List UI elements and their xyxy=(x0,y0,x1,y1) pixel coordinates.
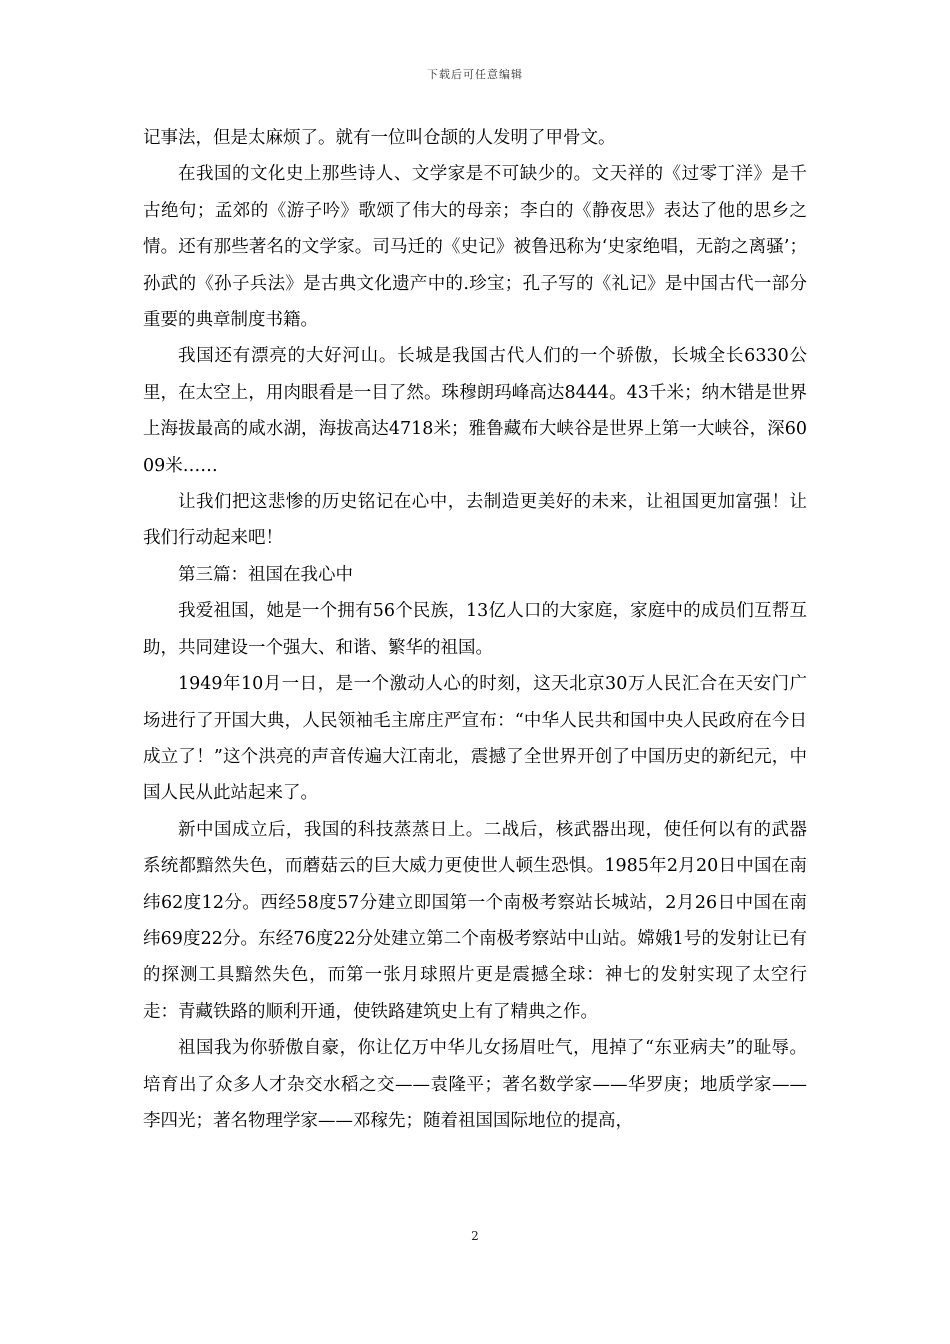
document-body xyxy=(143,120,807,1139)
paragraph-8: 新中国成立后，我国的科技蒸蒸日上。二战后，核武器出现，使任何以有的武器系统都黯然失色，而蘑菇云的巨大威力更使世人顿生恐惧。1985年2月20日中国在南纬62度12分。西经58度57分建立即国第一个南极考察站长城站，2月26日中国在南纬69度22分。东经76度22分处建立第二个南极考察站中山站。嫦娥1号的发射让已有的探测工具黯然失色，而第一张月球照片更是震撼全球：神七的发射实现了太空行走：青藏铁路的顺利开通，使铁路建筑史上有了精典之作。 xyxy=(143,819,807,1022)
paragraph-3: 我国还有漂亮的大好河山。长城是我国古代人们的一个骄傲，长城全长6330公里，在太空上，用肉眼看是一目了然。珠穆朗玛峰高达8444。43千米；纳木错是世界上海拔最高的咸水湖，海拔高达4718米；雅鲁藏布大峡谷是世界上第一大峡谷，深6009米…… xyxy=(143,346,807,476)
paragraph-1: 记事法，但是太麻烦了。就有一位叫仓颉的人发明了甲骨文。 xyxy=(143,128,616,148)
paragraph-4: 让我们把这悲惨的历史铭记在心中，去制造更美好的未来，让祖国更加富强！让我们行动起来吧！ xyxy=(143,492,807,549)
paragraph-6: 我爱祖国，她是一个拥有56个民族，13亿人口的大家庭，家庭中的成员们互帮互助，共同建设一个强大、和谐、繁华的祖国。 xyxy=(143,601,807,658)
page-number: 2 xyxy=(471,1229,479,1243)
paragraph-2: 在我国的文化史上那些诗人、文学家是不可缺少的。文天祥的《过零丁洋》是千古绝句；孟郊的《游子吟》歌颂了伟大的母亲；李白的《静夜思》表达了他的思乡之情。还有那些著名的文学家。司马迁的《史记》被鲁迅称为‘史家绝唱，无韵之离骚’；孙武的《孙子兵法》是古典文化遗产中的.珍宝；孔子写的《礼记》是中国古代一部分重要的典章制度书籍。 xyxy=(143,164,807,331)
paragraph-9: 祖国我为你骄傲自豪，你让亿万中华儿女扬眉吐气，甩掉了“东亚病夫”的耻辱。培育出了众多人才杂交水稻之交——袁隆平；著名数学家——华罗庚；地质学家——李四光；著名物理学家——邓稼先；随着祖国国际地位的提高， xyxy=(143,1038,807,1131)
paragraph-7: 1949年10月一日，是一个激动人心的时刻，这天北京30万人民汇合在天安门广场进行了开国大典，人民领袖毛主席庄严宣布：“中华人民共和国中央人民政府在今日成立了！”这个洪亮的声音传遍大江南北，震撼了全世界开创了中国历史的新纪元，中国人民从此站起来了。 xyxy=(143,674,807,804)
section-heading: 第三篇：祖国在我心中 xyxy=(178,564,353,585)
page-header: 下载后可任意编辑 xyxy=(427,68,523,81)
